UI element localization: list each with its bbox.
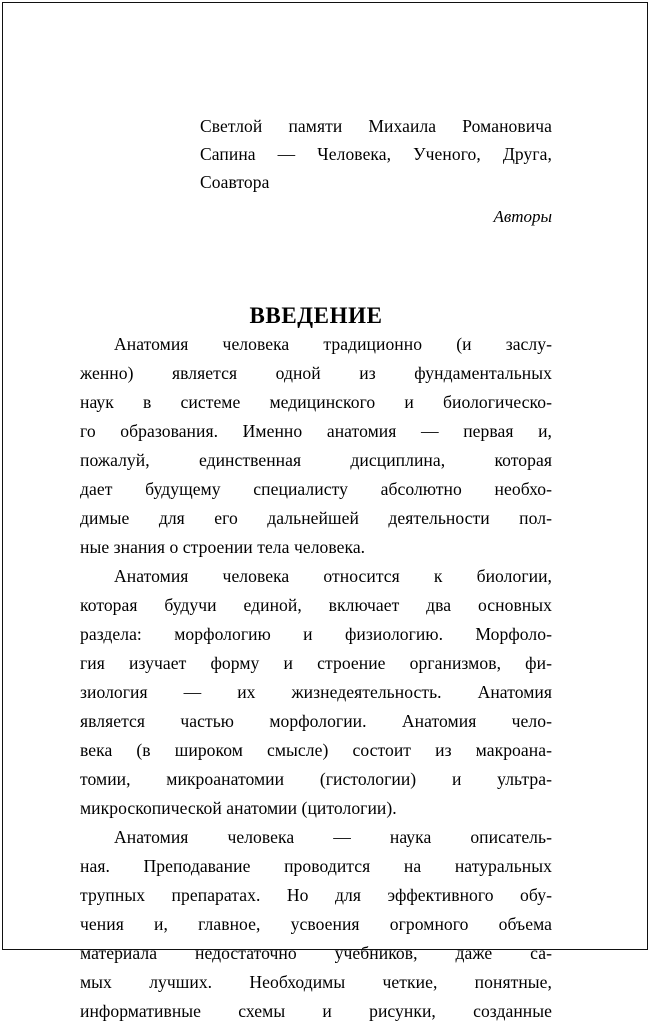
dedication-signature: Авторы [493,207,552,226]
paragraph-3 [80,823,552,1026]
text-line: женно) является одной из фундаментальных [80,363,552,383]
text-line: зиология — их жизнедеятельность. Анатомия [80,682,552,702]
text-line: гия изучает форму и строение организмов, фи- [80,653,552,673]
text-line-content: Анатомия человека традиционно (и заслу- [114,334,552,354]
paragraph-1 [80,330,552,562]
text-line: микроскопической анатомии (цитологии). [80,798,397,818]
text-line: ные знания о строении тела человека. [80,537,366,557]
text-line-content: Анатомия человека относится к биологии, [114,566,552,586]
text-line: димые для его дальнейшей деятельности пол- [80,508,552,528]
paragraph-2 [80,562,552,823]
text-line: мых лучших. Необходимы четкие, понятные, [80,972,552,992]
text-line [80,823,552,852]
text-line [80,330,552,359]
page-title: ВВЕДЕНИЕ [249,303,383,329]
text-line [80,562,552,591]
text-line: которая будучи единой, включает два основных [80,595,552,615]
text-line: раздела: морфологию и физиологию. Морфоло- [80,624,552,644]
dedication-block [200,112,552,229]
dedication-line: Сапина — Человека, Ученого, Друга, [200,144,552,164]
text-line: дает будущему специалисту абсолютно необхо- [80,479,552,499]
text-line: ная. Преподавание проводится на натуральных [80,856,552,876]
body-text [80,330,552,1026]
text-line: информативные схемы и рисунки, созданные [80,1001,552,1021]
text-line: томии, микроанатомии (гистологии) и ультра- [80,769,552,789]
text-line: века (в широком смысле) состоит из макроана- [80,740,552,760]
text-line: трупных препаратах. Но для эффективного обу- [80,885,552,905]
text-line: чения и, главное, усвоения огромного объема [80,914,552,934]
dedication-line: Соавтора [200,172,270,192]
text-line: пожалуй, единственная дисциплина, которая [80,450,552,470]
dedication-line: Светлой памяти Михаила Романовича [200,116,552,136]
text-line: го образования. Именно анатомия — первая и, [80,421,552,441]
text-line-content: Анатомия человека — наука описатель- [114,827,552,847]
text-line: наук в системе медицинского и биологическо- [80,392,552,412]
text-line: материала недостаточно учебников, даже са- [80,943,552,963]
text-line: является частью морфологии. Анатомия чело- [80,711,552,731]
